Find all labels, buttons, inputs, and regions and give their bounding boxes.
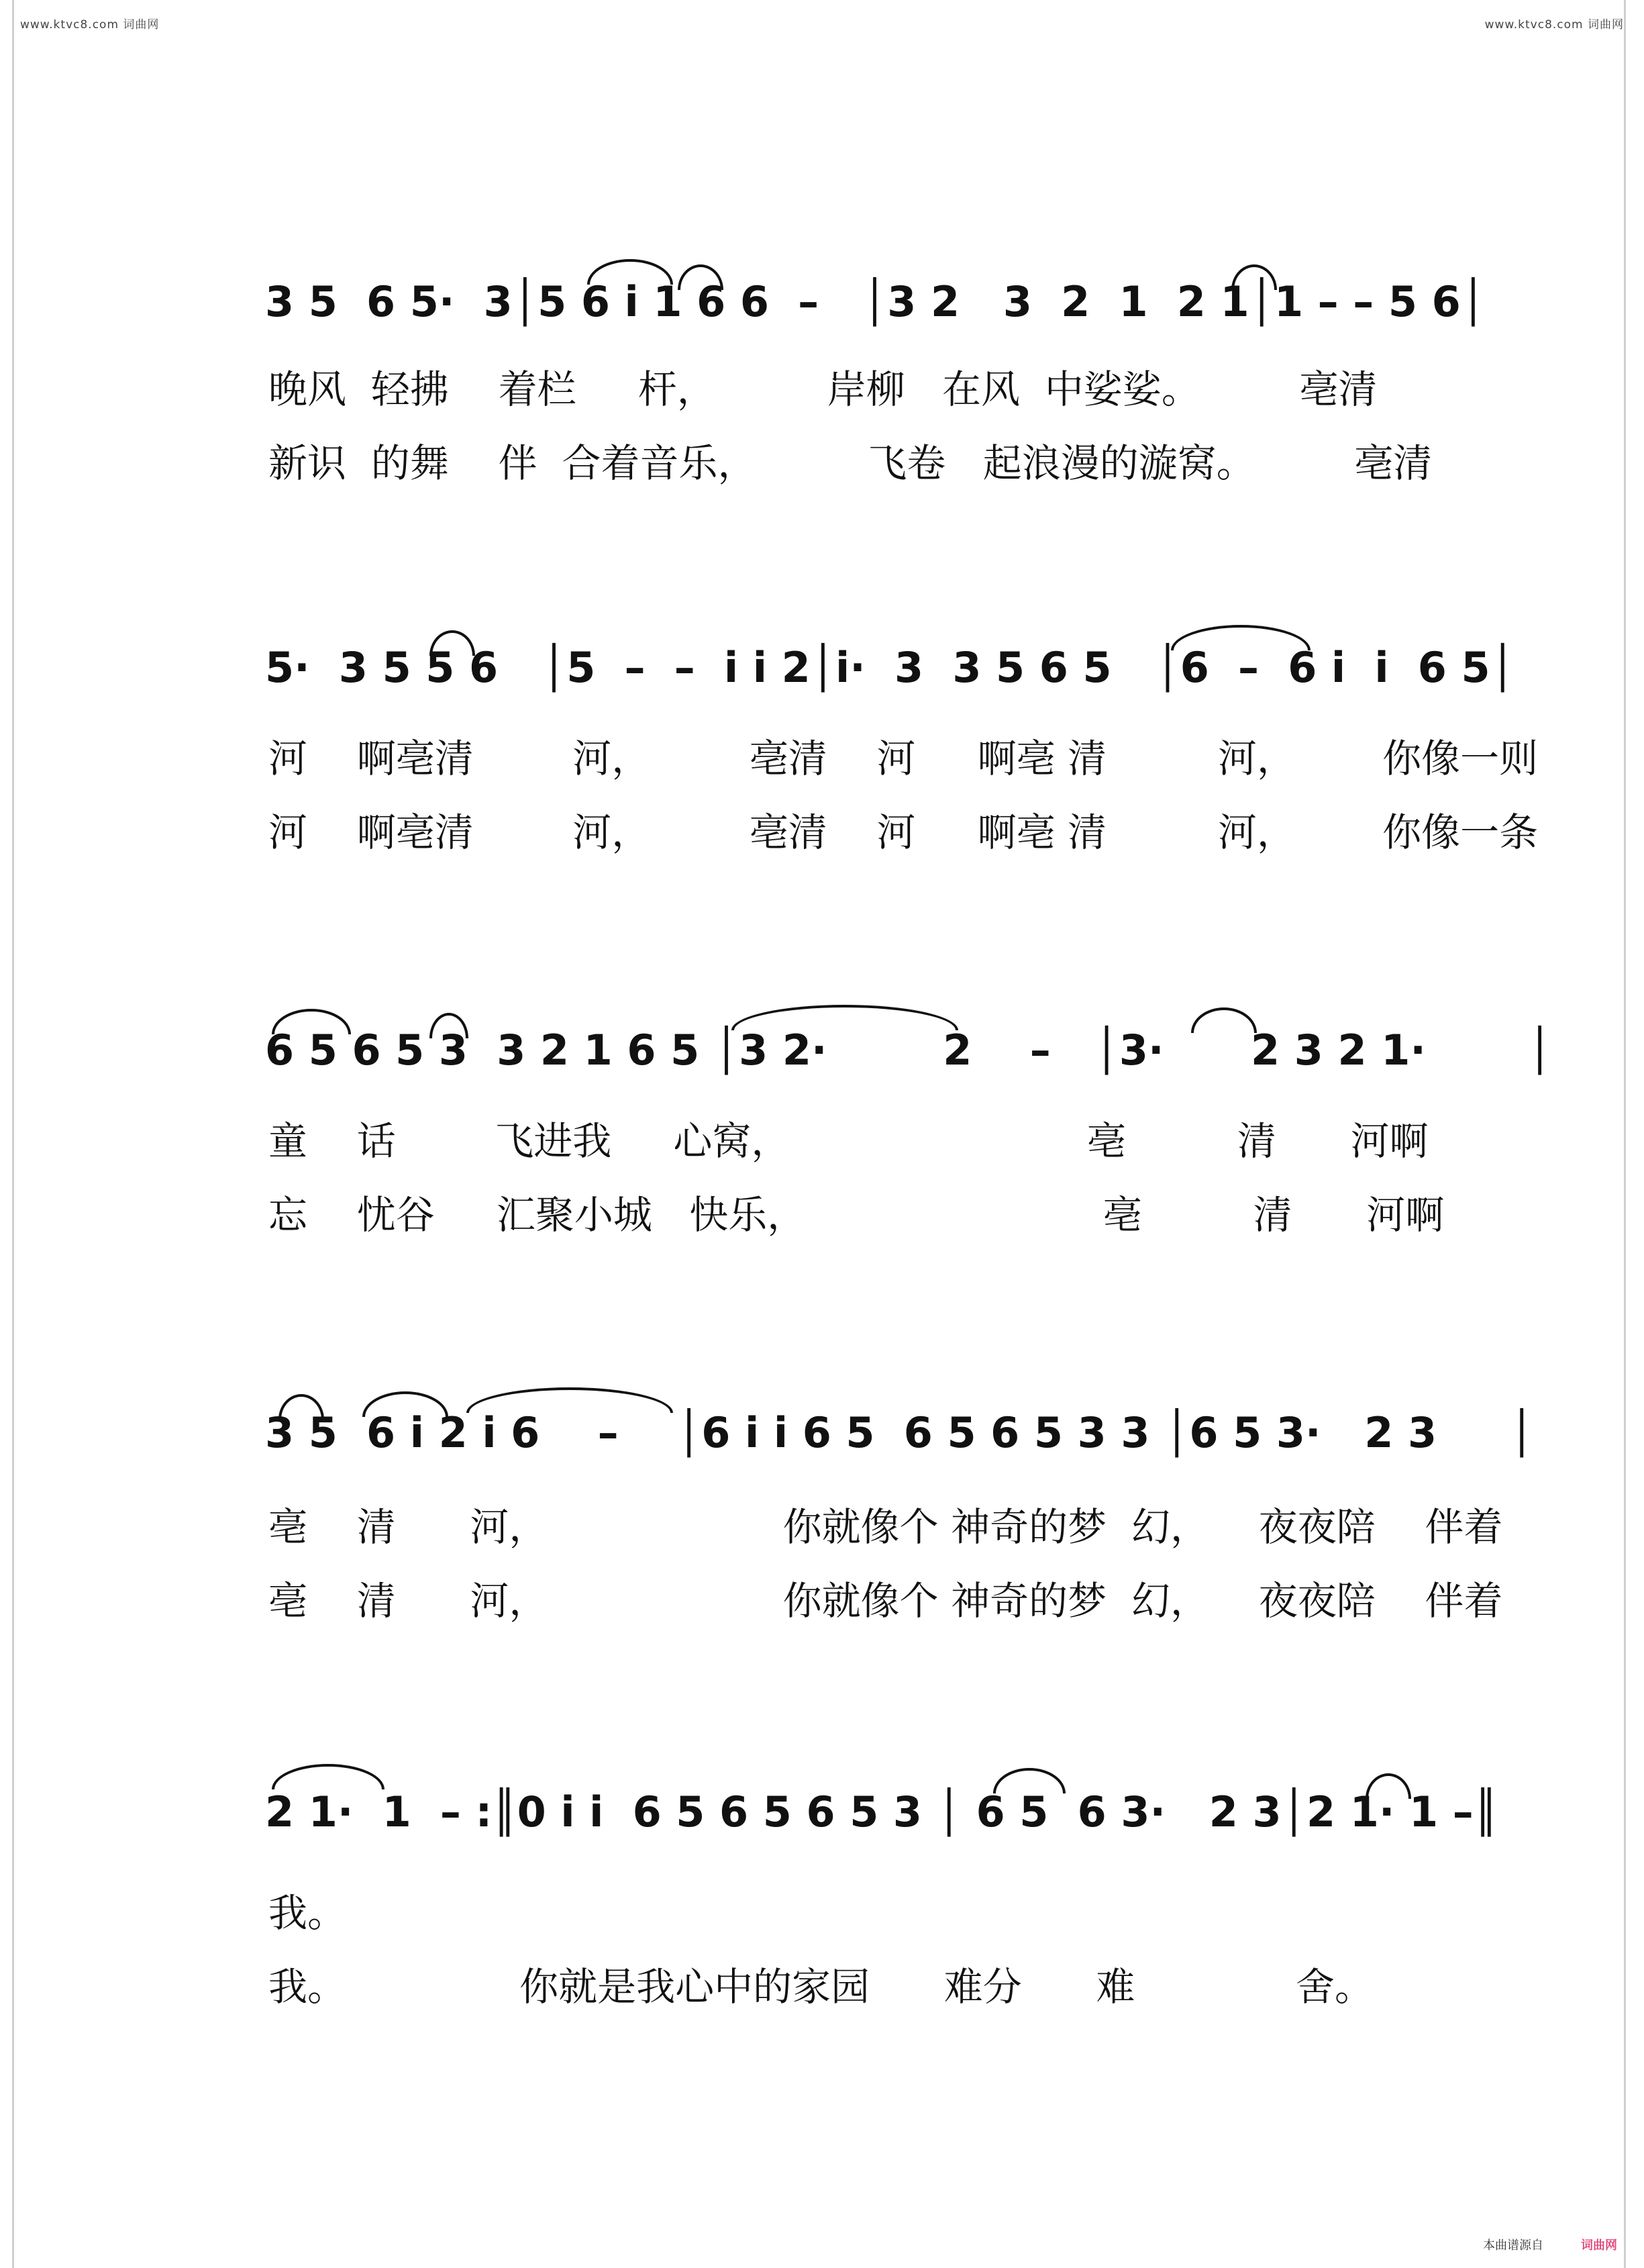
staff-line-3 [265,1010,1553,1091]
lyric-line-3a: 童 话 飞进我 心窝， 亳 清 河啊 [268,1118,1429,1164]
lyric-line-2b: 河 啊亳清 河， 亳清 河 啊亳 清 河， 你像一条 [268,809,1539,855]
lyric-line-2a: 河 啊亳清 河， 亳清 河 啊亳 清 河， 你像一则 [268,736,1539,781]
footer-brand-link[interactable]: 词曲网 [1581,2238,1617,2253]
staff-line-5 [265,1772,1499,1853]
footer-source-label: 本曲谱源自 [1483,2238,1543,2253]
staff-line-2 [265,628,1515,708]
notation-row: 5· 3 5 5 6 │5 – – i i 2│i· 3 3 5 6 5 │6 – 6 i i 6 5│ [265,643,1515,692]
left-margin-line [12,0,14,2268]
right-margin-line [1624,0,1626,2268]
notation-row: 6 5 6 5 3 3 2 1 6 5 │3 2· 2 – │3· 2 3 2 1· │ [265,1026,1553,1075]
lyric-line-4b: 亳 清 河， 你就像个 神奇的梦 幻， 夜夜陪 伴着 [268,1578,1503,1624]
lyric-line-1a: 晚风 轻拂 着栏 杆， 岸柳 在风 中娑娑。 亳清 [268,366,1378,412]
slur [466,1387,673,1413]
staff-line-4 [265,1393,1535,1473]
notation-row: 3 5 6 5· 3│5 6 i 1 6 6 – │3 2 3 2 1 2 1│1 – – 5 6│ [265,277,1486,326]
lyric-line-4a: 亳 清 河， 你就像个 神奇的梦 幻， 夜夜陪 伴着 [268,1504,1503,1550]
lyric-line-5a: 我。 [268,1890,347,1936]
staff-line-1 [265,262,1486,342]
header-right-watermark: www.ktvc8.com 词曲网 [1484,18,1624,32]
notation-row: 2 1· 1 – :║0 i i 6 5 6 5 6 5 3 │ 6 5 6 3· 2 3│2 1· 1 –║ [265,1787,1499,1836]
notation-row: 3 5 6 i 2 i 6 – │6 i i 6 5 6 5 6 5 3 3 │6 5 3· 2 3 │ [265,1408,1535,1457]
header-left-watermark: www.ktvc8.com 词曲网 [20,18,160,32]
lyric-line-3b: 忘 忧谷 汇聚小城 快乐， 亳 清 河啊 [268,1192,1445,1238]
slur [731,1005,958,1030]
lyric-line-5b: 我。 你就是我心中的家园 难分 难 舍。 [268,1964,1374,2010]
lyric-line-1b: 新识 的舞 伴 合着音乐， 飞卷 起浪漫的漩窝。 亳清 [268,440,1433,486]
